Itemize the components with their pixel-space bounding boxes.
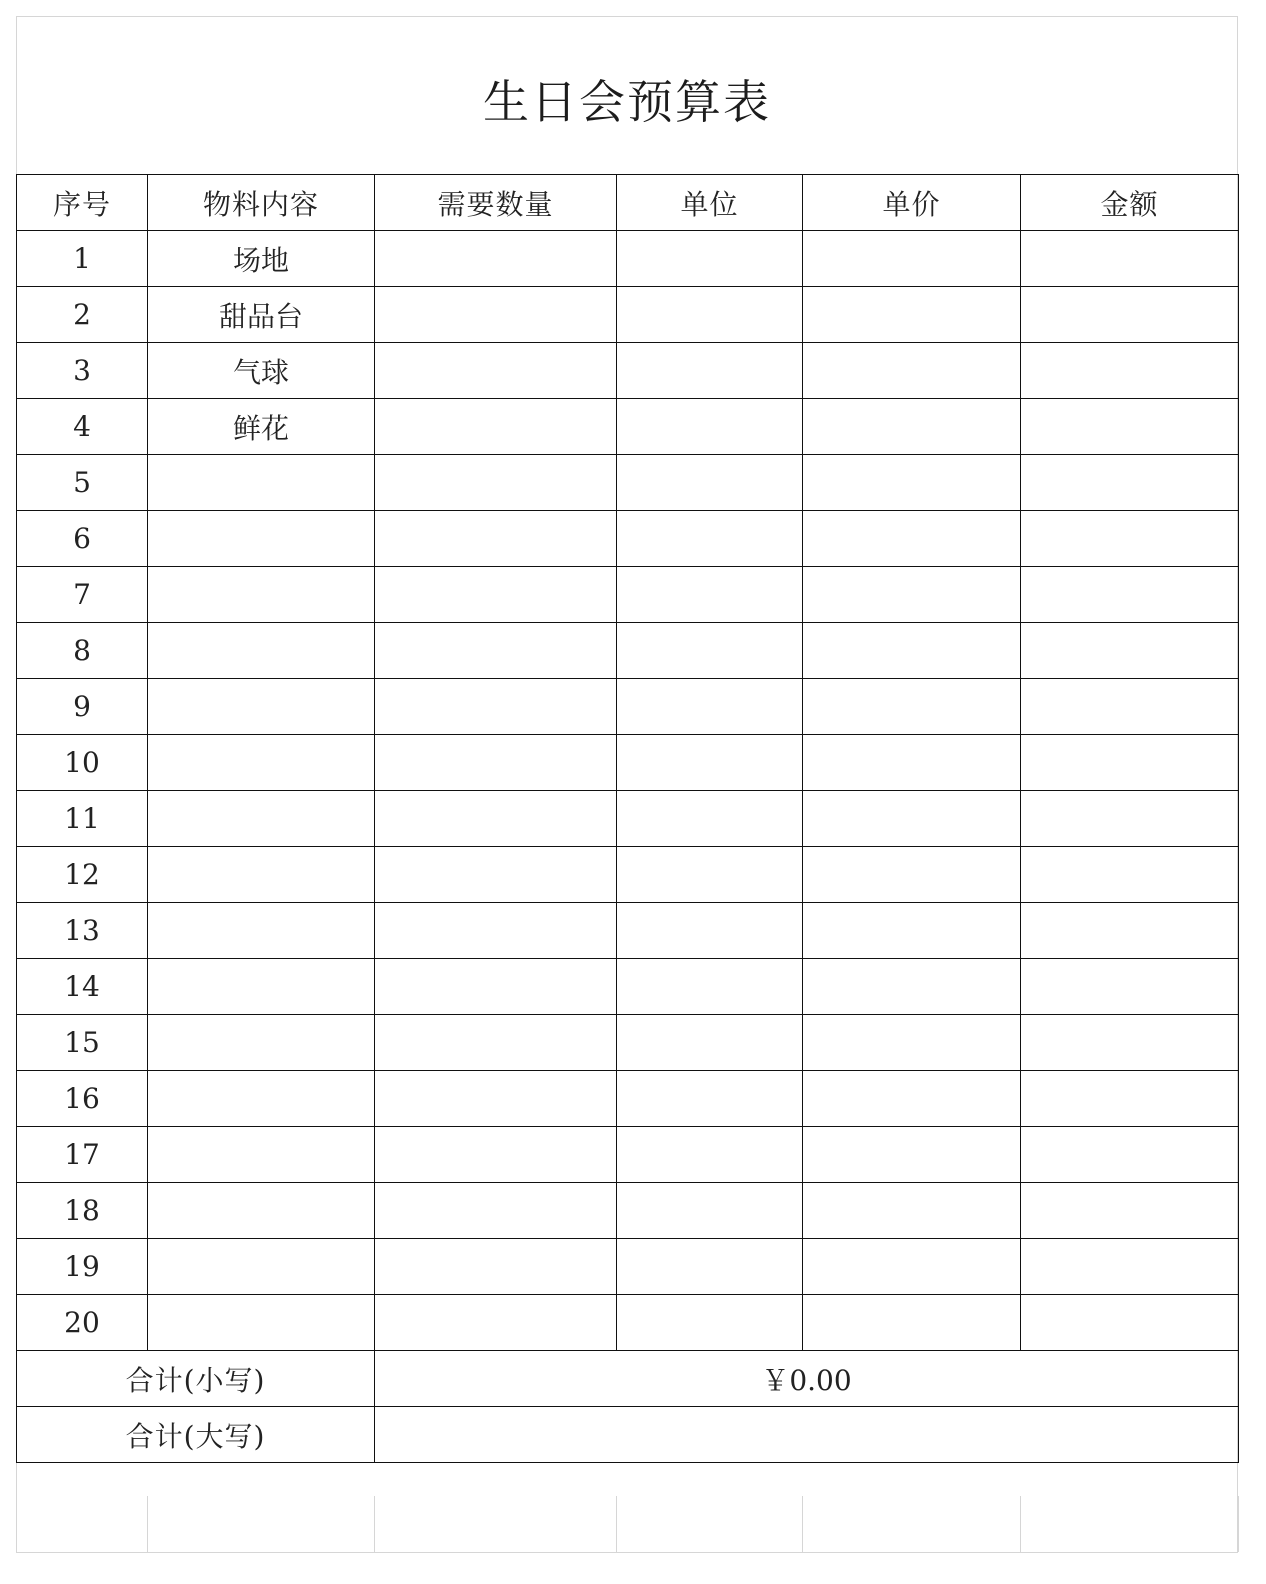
cell-no[interactable]: 16	[17, 1071, 148, 1127]
cell-unit-price[interactable]	[803, 1183, 1021, 1239]
table-row	[17, 1239, 1239, 1295]
cell-item[interactable]: 场地	[148, 231, 375, 287]
cell-item[interactable]	[148, 1295, 375, 1351]
table-row	[17, 1183, 1239, 1239]
cell-no[interactable]: 3	[17, 343, 148, 399]
cell-quantity[interactable]	[375, 735, 617, 791]
cell-quantity[interactable]	[375, 1295, 617, 1351]
empty-cell[interactable]	[148, 1496, 375, 1552]
table-row	[17, 959, 1239, 1015]
cell-amount[interactable]	[1021, 1295, 1239, 1351]
col-header-unit-price[interactable]: 单价	[803, 175, 1021, 231]
cell-amount[interactable]	[1021, 231, 1239, 287]
cell-amount[interactable]	[1021, 903, 1239, 959]
cell-unit[interactable]	[617, 455, 803, 511]
cell-unit[interactable]	[617, 679, 803, 735]
cell-quantity[interactable]	[375, 287, 617, 343]
cell-unit[interactable]	[617, 1239, 803, 1295]
cell-quantity[interactable]	[375, 1127, 617, 1183]
cell-item[interactable]	[148, 791, 375, 847]
table-row	[17, 1295, 1239, 1351]
cell-quantity[interactable]	[375, 455, 617, 511]
cell-amount[interactable]	[1021, 511, 1239, 567]
cell-quantity[interactable]	[375, 343, 617, 399]
cell-amount[interactable]	[1021, 343, 1239, 399]
empty-cell[interactable]	[1021, 1496, 1239, 1552]
cell-no[interactable]: 10	[17, 735, 148, 791]
cell-unit-price[interactable]	[803, 343, 1021, 399]
cell-item[interactable]	[148, 455, 375, 511]
cell-unit[interactable]	[617, 567, 803, 623]
cell-unit-price[interactable]	[803, 847, 1021, 903]
cell-amount[interactable]	[1021, 623, 1239, 679]
table-row	[17, 623, 1239, 679]
sheet-title: 生日会预算表	[483, 75, 771, 129]
table-row	[17, 847, 1239, 903]
cell-amount[interactable]	[1021, 287, 1239, 343]
cell-no[interactable]: 13	[17, 903, 148, 959]
col-header-item[interactable]: 物料内容	[148, 175, 375, 231]
cell-quantity[interactable]	[375, 903, 617, 959]
total-lower-row	[17, 1351, 1239, 1407]
cell-amount[interactable]	[1021, 1127, 1239, 1183]
cell-quantity[interactable]	[375, 679, 617, 735]
cell-amount[interactable]	[1021, 1015, 1239, 1071]
cell-item[interactable]	[148, 1071, 375, 1127]
cell-amount[interactable]	[1021, 847, 1239, 903]
cell-quantity[interactable]	[375, 791, 617, 847]
cell-unit-price[interactable]	[803, 287, 1021, 343]
cell-item[interactable]	[148, 1239, 375, 1295]
cell-unit[interactable]	[617, 1183, 803, 1239]
cell-item[interactable]	[148, 623, 375, 679]
cell-unit[interactable]	[617, 399, 803, 455]
cell-unit-price[interactable]	[803, 623, 1021, 679]
cell-no[interactable]: 15	[17, 1015, 148, 1071]
table-body	[17, 231, 1239, 1351]
cell-unit-price[interactable]	[803, 959, 1021, 1015]
cell-quantity[interactable]	[375, 623, 617, 679]
cell-unit-price[interactable]	[803, 567, 1021, 623]
header-row	[17, 175, 1239, 231]
col-header-unit[interactable]: 单位	[617, 175, 803, 231]
cell-item[interactable]	[148, 903, 375, 959]
table-row	[17, 399, 1239, 455]
cell-item[interactable]	[148, 567, 375, 623]
cell-item[interactable]	[148, 1015, 375, 1071]
cell-unit[interactable]	[617, 287, 803, 343]
cell-no[interactable]: 2	[17, 287, 148, 343]
table-row	[17, 679, 1239, 735]
cell-no[interactable]: 17	[17, 1127, 148, 1183]
cell-amount[interactable]	[1021, 399, 1239, 455]
cell-amount[interactable]	[1021, 959, 1239, 1015]
cell-unit[interactable]	[617, 231, 803, 287]
cell-no[interactable]: 1	[17, 231, 148, 287]
table-row	[17, 455, 1239, 511]
table-row	[17, 567, 1239, 623]
cell-quantity[interactable]	[375, 1183, 617, 1239]
cell-quantity[interactable]	[375, 1015, 617, 1071]
cell-no[interactable]: 4	[17, 399, 148, 455]
cell-no[interactable]: 8	[17, 623, 148, 679]
table-row	[17, 287, 1239, 343]
empty-cell[interactable]	[617, 1496, 803, 1552]
cell-amount[interactable]	[1021, 455, 1239, 511]
cell-no[interactable]: 19	[17, 1239, 148, 1295]
cell-no[interactable]: 11	[17, 791, 148, 847]
cell-unit-price[interactable]	[803, 1239, 1021, 1295]
cell-no[interactable]: 5	[17, 455, 148, 511]
cell-quantity[interactable]	[375, 511, 617, 567]
col-header-quantity[interactable]: 需要数量	[375, 175, 617, 231]
cell-quantity[interactable]	[375, 959, 617, 1015]
total-upper-row	[17, 1407, 1239, 1463]
cell-no[interactable]: 20	[17, 1295, 148, 1351]
cell-unit-price[interactable]	[803, 399, 1021, 455]
table-row	[17, 791, 1239, 847]
cell-quantity[interactable]	[375, 1239, 617, 1295]
table-row	[17, 511, 1239, 567]
cell-unit[interactable]	[617, 623, 803, 679]
empty-cell[interactable]	[375, 1496, 617, 1552]
cell-unit[interactable]	[617, 511, 803, 567]
cell-unit[interactable]	[617, 735, 803, 791]
cell-no[interactable]: 18	[17, 1183, 148, 1239]
cell-unit[interactable]	[617, 959, 803, 1015]
table-row	[17, 735, 1239, 791]
cell-unit-price[interactable]	[803, 1127, 1021, 1183]
cell-amount[interactable]	[1021, 567, 1239, 623]
cell-item[interactable]	[148, 679, 375, 735]
cell-no[interactable]: 9	[17, 679, 148, 735]
cell-item[interactable]: 气球	[148, 343, 375, 399]
cell-unit-price[interactable]	[803, 791, 1021, 847]
cell-quantity[interactable]	[375, 399, 617, 455]
cell-unit[interactable]	[617, 1071, 803, 1127]
col-header-amount[interactable]: 金额	[1021, 175, 1239, 231]
cell-amount[interactable]	[1021, 735, 1239, 791]
cell-unit[interactable]	[617, 791, 803, 847]
cell-quantity[interactable]	[375, 567, 617, 623]
total-upper-label[interactable]: 合计(大写)	[17, 1407, 375, 1463]
cell-item[interactable]	[148, 735, 375, 791]
cell-unit-price[interactable]	[803, 903, 1021, 959]
cell-unit[interactable]	[617, 343, 803, 399]
cell-unit-price[interactable]	[803, 679, 1021, 735]
cell-no[interactable]: 12	[17, 847, 148, 903]
cell-unit[interactable]	[617, 1295, 803, 1351]
cell-unit[interactable]	[617, 847, 803, 903]
cell-amount[interactable]	[1021, 679, 1239, 735]
cell-unit-price[interactable]	[803, 1015, 1021, 1071]
cell-unit[interactable]	[617, 903, 803, 959]
table-row	[17, 903, 1239, 959]
empty-cell[interactable]	[17, 1496, 148, 1552]
cell-no[interactable]: 7	[17, 567, 148, 623]
total-lower-label[interactable]: 合计(小写)	[17, 1351, 375, 1407]
cell-item[interactable]	[148, 511, 375, 567]
total-upper-value[interactable]	[375, 1407, 1239, 1463]
cell-item[interactable]	[148, 847, 375, 903]
table-row	[17, 1015, 1239, 1071]
budget-table	[16, 174, 1239, 1463]
cell-quantity[interactable]	[375, 847, 617, 903]
table-row	[17, 231, 1239, 287]
cell-unit-price[interactable]	[803, 511, 1021, 567]
cell-unit-price[interactable]	[803, 1071, 1021, 1127]
cell-no[interactable]: 6	[17, 511, 148, 567]
total-lower-value[interactable]: ￥0.00	[375, 1351, 1239, 1407]
cell-unit-price[interactable]	[803, 455, 1021, 511]
cell-item[interactable]	[148, 1127, 375, 1183]
empty-cell[interactable]	[803, 1496, 1021, 1552]
cell-quantity[interactable]	[375, 1071, 617, 1127]
cell-amount[interactable]	[1021, 1071, 1239, 1127]
cell-no[interactable]: 14	[17, 959, 148, 1015]
table-row	[17, 1127, 1239, 1183]
table-row	[17, 343, 1239, 399]
cell-item[interactable]: 甜品台	[148, 287, 375, 343]
cell-item[interactable]	[148, 1183, 375, 1239]
empty-grid-row	[16, 1496, 1239, 1552]
cell-amount[interactable]	[1021, 791, 1239, 847]
cell-quantity[interactable]	[375, 231, 617, 287]
cell-unit[interactable]	[617, 1127, 803, 1183]
cell-item[interactable]: 鲜花	[148, 399, 375, 455]
cell-item[interactable]	[148, 959, 375, 1015]
cell-unit[interactable]	[617, 1015, 803, 1071]
table-row	[17, 1071, 1239, 1127]
cell-unit-price[interactable]	[803, 735, 1021, 791]
cell-amount[interactable]	[1021, 1183, 1239, 1239]
cell-unit-price[interactable]	[803, 231, 1021, 287]
col-header-no[interactable]: 序号	[17, 175, 148, 231]
cell-amount[interactable]	[1021, 1239, 1239, 1295]
cell-unit-price[interactable]	[803, 1295, 1021, 1351]
